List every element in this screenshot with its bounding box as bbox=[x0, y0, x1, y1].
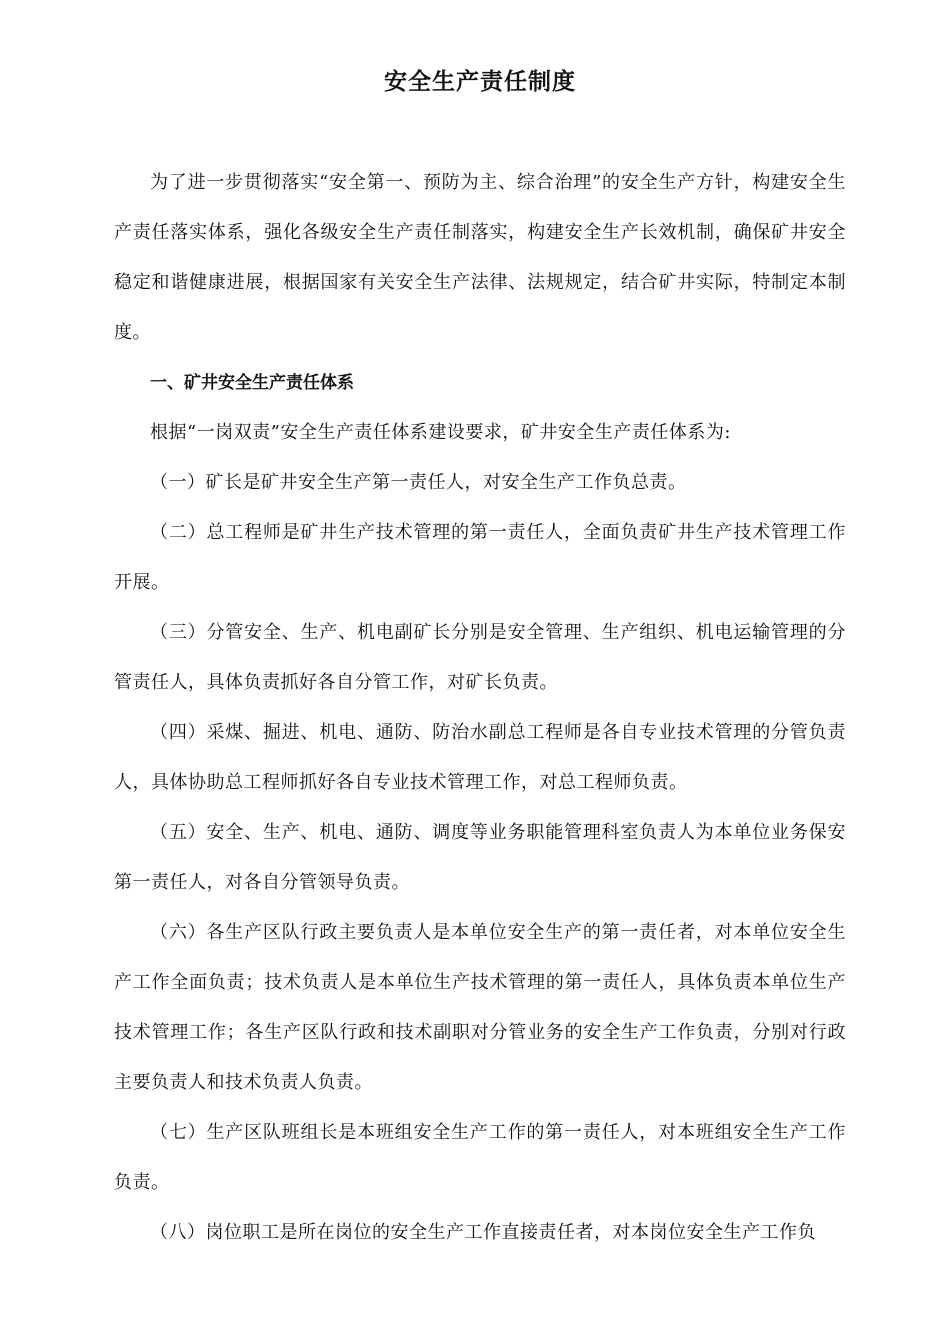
responsibility-item: （三）分管安全、生产、机电副矿长分别是安全管理、生产组织、机电运输管理的分管责任人，具体负责抓好各自分管工作，对矿长负责。 bbox=[114, 622, 846, 693]
responsibility-item: （二）总工程师是矿井生产技术管理的第一责任人，全面负责矿井生产技术管理工作开展。 bbox=[114, 522, 846, 593]
section-lead-paragraph: 根据“一岗双责”安全生产责任体系建设要求，矿井安全生产责任体系为: bbox=[150, 422, 731, 443]
responsibility-item: （一）矿长是矿井安全生产第一责任人，对安全生产工作负总责。 bbox=[150, 472, 687, 493]
responsibility-item: （七）生产区队班组长是本班组安全生产工作的第一责任人，对本班组安全生产工作负责。 bbox=[114, 1122, 846, 1193]
responsibility-item: （八）岗位职工是所在岗位的安全生产工作直接责任者，对本岗位安全生产工作负 bbox=[150, 1222, 816, 1243]
intro-paragraph: 为了进一步贯彻落实“安全第一、预防为主、综合治理”的安全生产方针，构建安全生产责任落实体系，强化各级安全生产责任制落实，构建安全生产长效机制，确保矿井安全稳定和谐健康进展，根据国家有关安全生产法律、法规规定，结合矿井实际，特制定本制度。 bbox=[114, 172, 846, 343]
responsibility-item: （四）采煤、掘进、机电、通防、防治水副总工程师是各自专业技术管理的分管负责人，具体协助总工程师抓好各自专业技术管理工作，对总工程师负责。 bbox=[114, 722, 846, 793]
section-heading: 一、矿井安全生产责任体系 bbox=[150, 373, 354, 393]
responsibility-item: （五）安全、生产、机电、通防、调度等业务职能管理科室负责人为本单位业务保安第一责任人，对各自分管领导负责。 bbox=[114, 822, 846, 893]
responsibility-item: （六）各生产区队行政主要负责人是本单位安全生产的第一责任者，对本单位安全生产工作全面负责；技术负责人是本单位生产技术管理的第一责任人，具体负责本单位生产技术管理工作；各生产区队行政和技术副职对分管业务的安全生产工作负责，分别对行政主要负责人和技术负责人负责。 bbox=[114, 922, 846, 1093]
document-title: 安全生产责任制度 bbox=[384, 69, 576, 95]
